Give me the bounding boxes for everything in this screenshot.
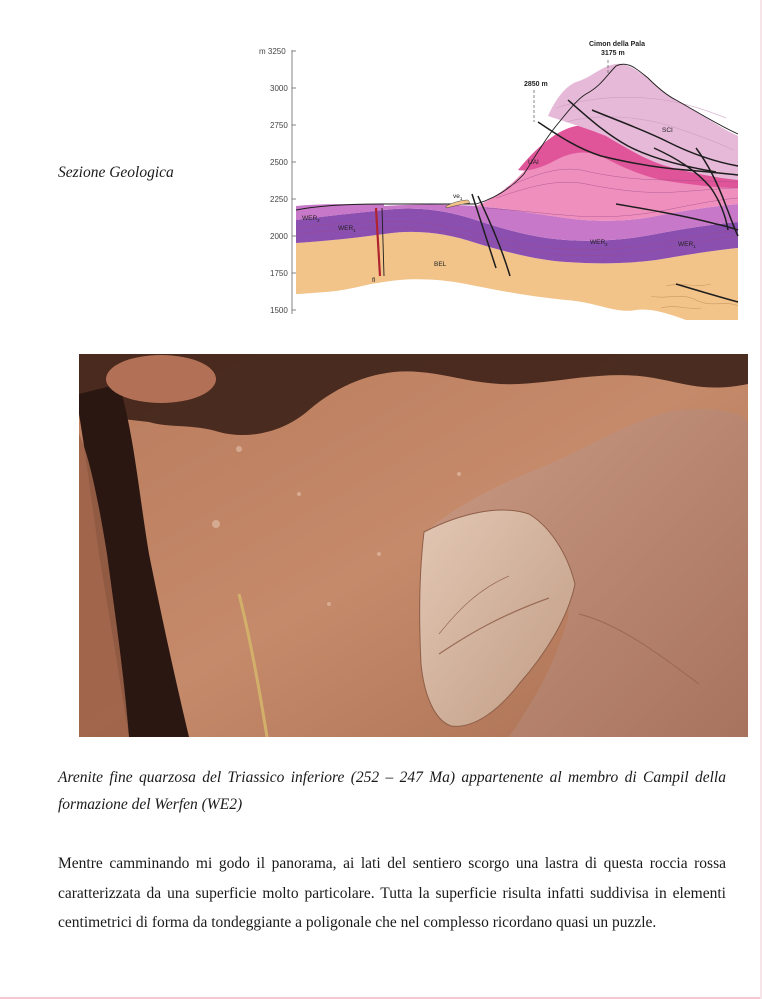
unit-label-wer1-left: $WER_1$: [338, 225, 356, 233]
y-tick-label: 2500: [270, 158, 288, 167]
sandstone-photo: [79, 354, 748, 737]
point-elevation-label: 2850 m: [524, 81, 548, 88]
photo-image: [79, 354, 748, 737]
geologic-section-figure: [256, 38, 740, 324]
peak-elevation-label: 3175 m: [601, 50, 625, 57]
y-tick-label: 2250: [270, 195, 288, 204]
unit-label-wer2-left: $WER_2$: [302, 215, 320, 223]
photo-caption: Arenite fine quarzosa del Triassico inferiore (252 – 247 Ma) appartenente al membro di Campil della formazione del Werfen (WE2): [58, 769, 726, 813]
y-tick-label: 2750: [270, 121, 288, 130]
y-tick-label: 2000: [270, 232, 288, 241]
y-tick-label: m 3250: [259, 47, 286, 56]
geologic-section-svg: [256, 38, 740, 324]
unit-label-bel: BEL: [434, 261, 447, 268]
y-tick-label: 1750: [270, 269, 288, 278]
section-label: Sezione Geologica: [58, 164, 174, 181]
y-axis-ticks: [292, 51, 296, 310]
unit-label-wer1-right: $WER_1$: [678, 241, 696, 249]
unit-label-ve: $ve_1$: [453, 193, 463, 201]
unit-label-uai: UAI: [528, 159, 539, 166]
y-tick-label: 3000: [270, 84, 288, 93]
unit-label-sci: SCI: [662, 127, 673, 134]
unit-label-wer2-right: $WER_2$: [590, 239, 608, 247]
peak-name-label: Cimon della Pala: [589, 41, 646, 48]
y-tick-label: 1500: [270, 306, 288, 315]
body-paragraph: Mentre camminando mi godo il panorama, ai lati del sentiero scorgo una lastra di questa roccia rossa caratterizzata da una superficie molto particolare. Tutta la superficie risulta infatti suddivisa in elementi centimetrici di forma da tondeggiante a poligonale che nel complesso ricordano quasi un puzzle.: [58, 855, 726, 931]
unit-label-fault: fl: [372, 277, 376, 284]
